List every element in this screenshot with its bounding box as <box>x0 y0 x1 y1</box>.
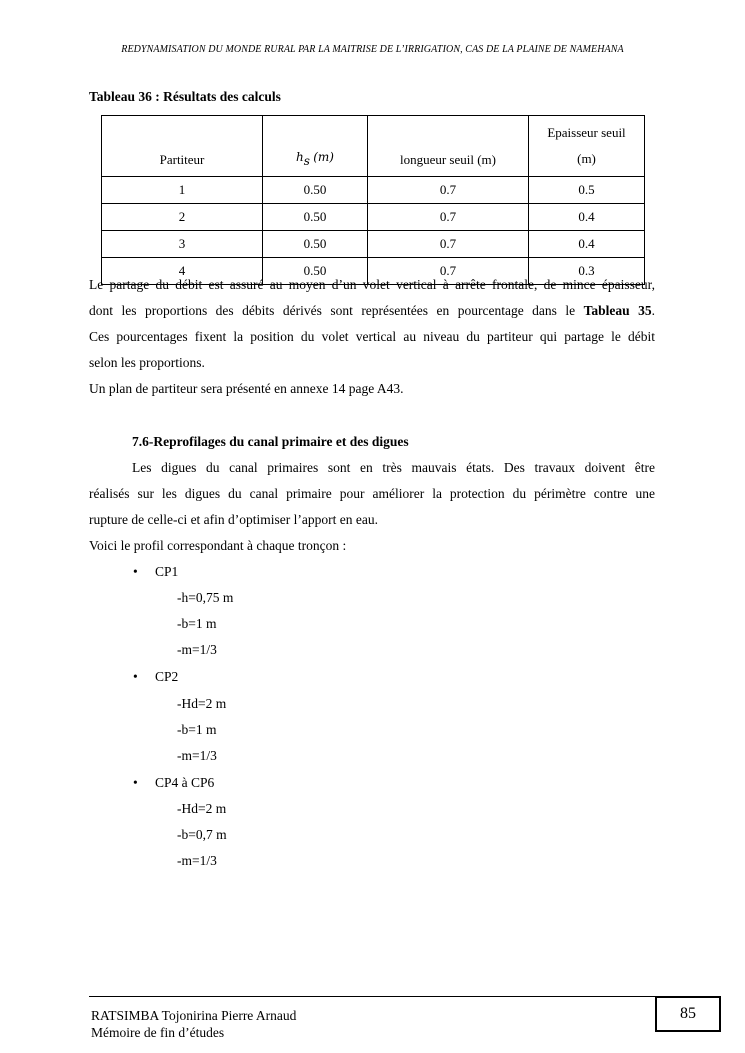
running-header: REDYNAMISATION DU MONDE RURAL PAR LA MAITRISE DE L’IRRIGATION, CAS DE LA PLAINE DE NAMEHANA <box>121 44 624 55</box>
profile-name: CP4 à CP6 <box>155 775 215 790</box>
cell-partiteur: 2 <box>102 204 263 231</box>
para1-line2-end: . <box>651 303 655 318</box>
profile-item: -m=1/3 <box>177 853 217 868</box>
cell-longueur: 0.7 <box>368 204 529 231</box>
hs-variable: h <box>296 150 304 165</box>
profile-item: -m=1/3 <box>177 642 217 657</box>
cell-epaisseur: 0.5 <box>529 177 645 204</box>
bullet-icon: • <box>133 564 138 579</box>
section-line3: rupture de celle-ci et afin d’optimiser l’apport en eau. <box>89 512 378 527</box>
footer-author: RATSIMBA Tojonirina Pierre Arnaud <box>91 1008 297 1023</box>
table-row <box>102 177 645 204</box>
header-epaisseur-line1: Epaisseur seuil <box>547 125 626 140</box>
para1-line1: Le partage du débit est assuré au moyen d’un volet vertical à arrête frontale, de mince épaisseur, <box>89 277 655 292</box>
para1-line2 <box>89 298 655 324</box>
para1-line2-text: dont les proportions des débits dérivés sont représentées en pourcentage dans le <box>89 303 584 318</box>
cell-partiteur: 3 <box>102 231 263 258</box>
header-epaisseur <box>529 116 645 177</box>
table-row <box>102 204 645 231</box>
cell-epaisseur: 0.4 <box>529 204 645 231</box>
cell-hs: 0.50 <box>263 177 368 204</box>
cell-longueur: 0.7 <box>368 177 529 204</box>
annex-note: Un plan de partiteur sera présenté en annexe 14 page A43. <box>89 381 404 396</box>
hs-unit: (m) <box>313 150 334 165</box>
profile-intro: Voici le profil correspondant à chaque tronçon : <box>89 538 347 553</box>
cell-partiteur: 4 <box>102 258 263 285</box>
results-table <box>101 115 645 285</box>
footer-rule <box>89 996 655 997</box>
hs-subscript: s <box>303 154 310 168</box>
cell-hs: 0.50 <box>263 258 368 285</box>
table-caption: Tableau 36 : Résultats des calculs <box>89 89 281 104</box>
header-longueur: longueur seuil (m) <box>368 116 529 177</box>
header-partiteur: Partiteur <box>102 116 263 177</box>
bullet-icon: • <box>133 775 138 790</box>
profile-item: -b=1 m <box>177 722 217 737</box>
cell-epaisseur: 0.4 <box>529 231 645 258</box>
bullet-icon: • <box>133 669 138 684</box>
header-hs <box>263 116 368 177</box>
cell-epaisseur: 0.3 <box>529 258 645 285</box>
profile-item: -h=0,75 m <box>177 590 234 605</box>
section-line1: Les digues du canal primaires sont en très mauvais états. Des travaux doivent être <box>132 460 655 475</box>
cell-longueur: 0.7 <box>368 258 529 285</box>
cell-partiteur: 1 <box>102 177 263 204</box>
cell-hs: 0.50 <box>263 231 368 258</box>
profile-item: -m=1/3 <box>177 748 217 763</box>
profile-item: -Hd=2 m <box>177 801 227 816</box>
profile-name: CP2 <box>155 669 179 684</box>
profile-item: -b=0,7 m <box>177 827 227 842</box>
profile-name: CP1 <box>155 564 179 579</box>
section-heading: 7.6-Reprofilages du canal primaire et des digues <box>132 434 409 449</box>
para1-line4: selon les proportions. <box>89 355 205 370</box>
page-number: 85 <box>655 996 721 1032</box>
profile-item: -b=1 m <box>177 616 217 631</box>
section-line2: réalisés sur les digues du canal primaire pour améliorer la protection du périmètre contre une <box>89 486 655 501</box>
table-row <box>102 231 645 258</box>
profile-item: -Hd=2 m <box>177 696 227 711</box>
header-epaisseur-line2: (m) <box>577 151 596 166</box>
para1-line3: Ces pourcentages fixent la position du volet vertical au niveau du partiteur qui partage le débit <box>89 329 655 344</box>
cell-hs: 0.50 <box>263 204 368 231</box>
table-header-row <box>102 116 645 177</box>
footer-subtitle: Mémoire de fin d’études <box>91 1025 225 1040</box>
cell-longueur: 0.7 <box>368 231 529 258</box>
table-reference: Tableau 35 <box>583 303 652 318</box>
